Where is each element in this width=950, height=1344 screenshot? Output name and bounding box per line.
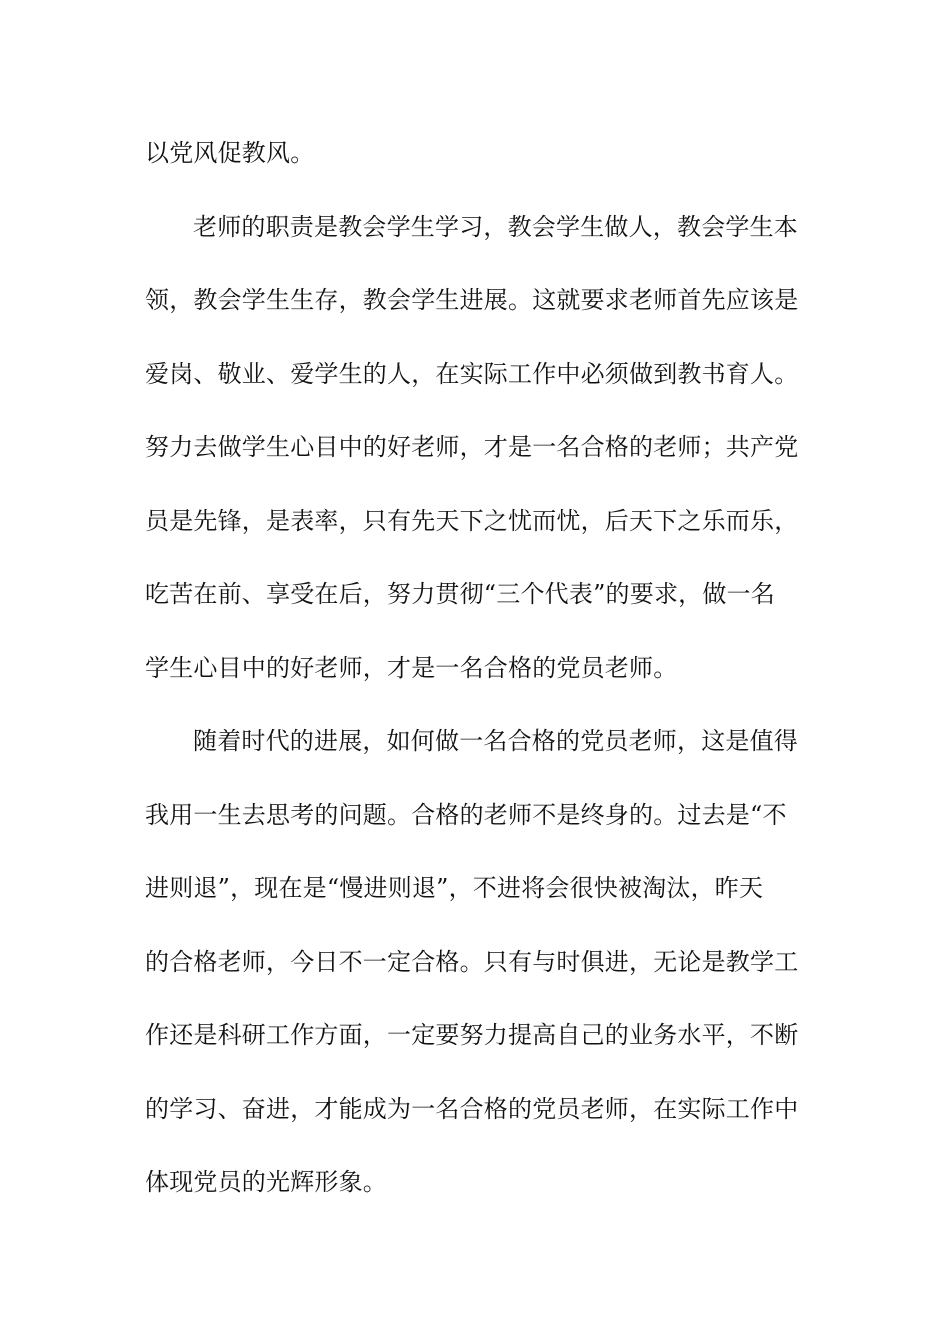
paragraph-start-line: 随着时代的进展，如何做一名合格的党员老师，这是值得	[193, 727, 798, 755]
text-line: 进则退”，现在是“慢进则退”，不进将会很快被淘汰，昨天	[145, 874, 764, 902]
text-line: 学生心目中的好老师，才是一名合格的党员老师。	[145, 653, 678, 682]
body-text	[145, 127, 805, 1230]
text-line: 以党风促教风。	[145, 139, 315, 167]
paragraph-start-line: 老师的职责是教会学生学习，教会学生做人，教会学生本	[193, 212, 798, 241]
text-line: 体现党员的光辉形象。	[145, 1168, 387, 1196]
text-line: 的合格老师，今日不一定合格。只有与时俱进，无论是教学工	[145, 947, 799, 976]
text-line: 我用一生去思考的问题。合格的老师不是终身的。过去是“不	[145, 800, 787, 829]
text-line: 努力去做学生心目中的好老师，才是一名合格的老师；共产党	[145, 433, 799, 461]
text-line: 员是先锋，是表率，只有先天下之忧而忧，后天下之乐而乐，	[145, 506, 799, 535]
text-line: 领，教会学生生存，教会学生进展。这就要求老师首先应该是	[145, 286, 799, 314]
text-line: 作还是科研工作方面，一定要努力提高自己的业务水平，不断	[145, 1021, 799, 1049]
text-line: 爱岗、敬业、爱学生的人，在实际工作中必须做到教书育人。	[145, 359, 799, 388]
text-line: 的学习、奋进，才能成为一名合格的党员老师，在实际工作中	[145, 1094, 799, 1123]
text-line: 吃苦在前、享受在后，努力贯彻“三个代表”的要求，做一名	[145, 580, 775, 608]
